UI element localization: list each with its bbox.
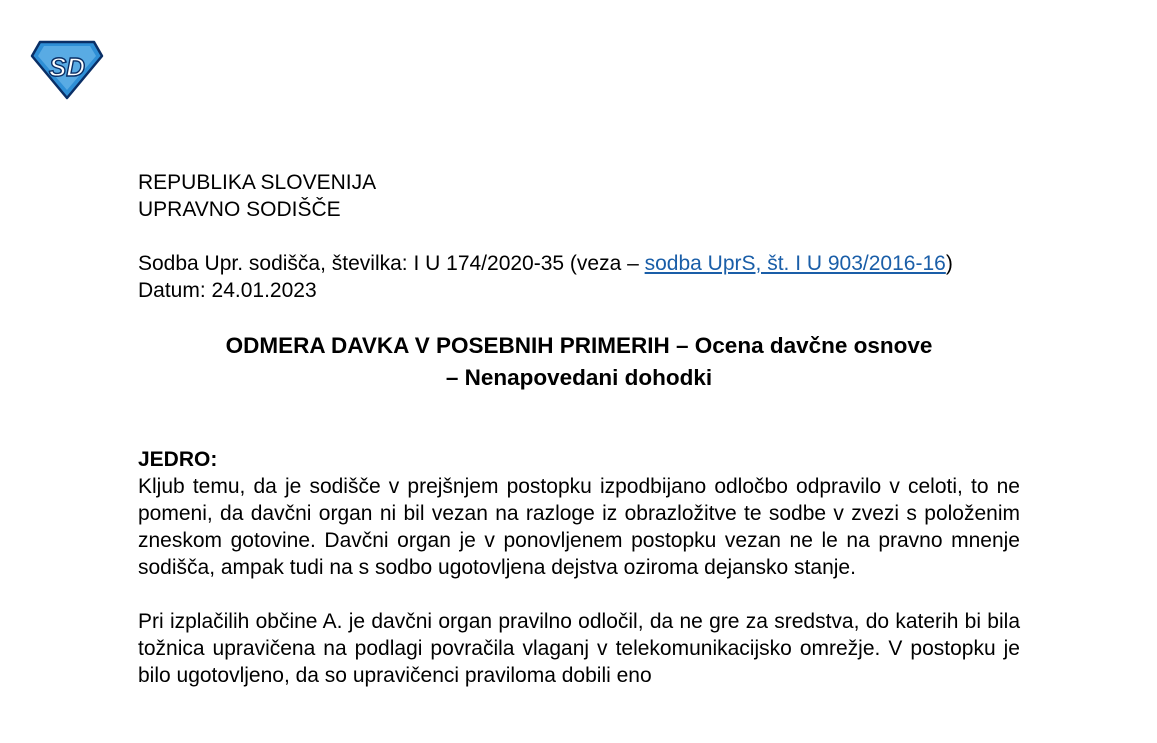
judgment-number: Sodba Upr. sodišča, številka: I U 174/2020-35 (veza – (138, 252, 645, 275)
document-title (138, 330, 1020, 394)
logo-letters: SD (48, 52, 86, 82)
judgment-meta (138, 250, 1020, 304)
judgment-suffix: ) (945, 252, 953, 275)
related-judgment-link[interactable]: sodba UprS, št. I U 903/2016-16 (644, 252, 946, 275)
jedro-paragraph-1: Kljub temu, da je sodišče v prejšnjem postopku izpodbijano odločbo odpravilo v celoti, to ne pomeni, da davčni organ ni bil vezan na razloge iz obrazložitve te sodbe v zvezi s položenim zneskom gotovine. Davčni organ je v ponovljenem postopku vezan ne le na pravno mnenje sodišča, ampak tudi na s sodbo ugotovljena dejstva oziroma dejansko stanje. (138, 475, 1020, 579)
title-line-2: – Nenapovedani dohodki (445, 365, 713, 390)
header-court: UPRAVNO SODIŠČE (138, 198, 341, 221)
document-body (138, 169, 1020, 689)
jedro-paragraph-2: Pri izplačilih občine A. je davčni organ pravilno odločil, da ne gre za sredstva, do katerih bi bila tožnica upravičena na podlagi povračila vlaganj v telekomunikacijsko omrežje. V postopku je bilo ugotovljeno, da so upravičenci praviloma dobili eno (138, 610, 1020, 687)
court-logo (30, 40, 104, 100)
header-republic: REPUBLIKA SLOVENIJA (138, 171, 377, 194)
title-line-1: ODMERA DAVKA V POSEBNIH PRIMERIH – Ocena davčne osnove (225, 333, 933, 358)
judgment-date: Datum: 24.01.2023 (138, 279, 317, 302)
judgment-reference (138, 250, 1020, 277)
jedro-label: JEDRO: (138, 448, 218, 471)
